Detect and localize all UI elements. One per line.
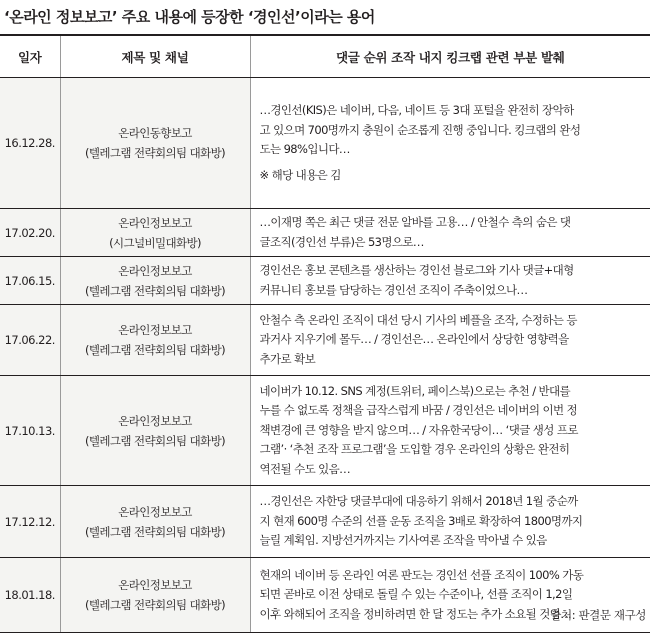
table-row [0,486,650,558]
row-excerpt [250,78,650,209]
table-row [0,257,650,305]
channel-title: 온라인정보보고 [118,578,192,592]
table-row [0,305,650,376]
table-row [0,209,650,257]
excerpt-line: 역전될 수도 있음… [259,461,351,476]
table-row [0,78,650,209]
excerpt-line: 되면 곧바로 이전 상태로 돌릴 수 있는 수준이나, 선플 조직이 1,2일 [259,587,573,602]
figure-title: ‘온라인 정보보고’ 주요 내용에 등장한 ‘경인선’이라는 용어 [4,8,375,26]
excerpt-line: 글조직(경인선 부류)은 53명으로… [259,234,424,249]
row-channel [60,209,250,257]
row-excerpt [250,257,650,305]
source-credit: 출처: 판결문 재구성 [550,608,646,622]
channel-title: 온라인정보보고 [118,413,192,428]
table-header-row [0,36,650,78]
channel-title: 온라인정보보고 [118,263,192,278]
excerpt-line: 책변경에 큰 영향을 받지 않으며… / 자유한국당이… ‘댓글 생성 프로 [259,422,578,437]
excerpt-line: 네이버가 10.12. SNS 계정(트위터, 페이스북)으로는 추천 / 반대를 [259,383,571,398]
channel-title: 온라인정보보고 [118,504,192,519]
row-excerpt [250,305,650,376]
excerpt-line: 그램’· ‘추천 조작 프로그램’을 도입할 경우 온라인의 상황은 완전히 [259,442,570,457]
excerpt-line: 늘릴 계획임. 지방선거까지는 기사여론 조작을 막아낼 수 있음 [259,533,547,548]
row-date: 17.06.15. [0,257,60,305]
table-row [0,376,650,486]
excerpt-line: 경인선은 홍보 콘텐츠를 생산하는 경인선 블로그와 기사 댓글+대형 [259,263,574,277]
row-date: 17.12.12. [0,486,60,558]
excerpt-line: 누를 수 없도록 정책을 급작스럽게 바꿈 / 경인선은 네이버의 이번 정 [259,403,578,418]
excerpt-line: …이재명 쪽은 최근 댓글 전문 알바를 고용… / 안철수 측의 숨은 댓 [259,215,571,229]
channel-room: (텔레그램 전략회의팀 대화방) [85,433,225,448]
excerpt-line: 현재의 네이버 등 온라인 여론 판도는 경인선 선플 조직이 100% 가동 [259,567,584,582]
header-channel: 제목 및 채널 [60,36,250,78]
excerpt-line: 커뮤니티 홍보를 담당하는 경인선 조직이 주축이었으나… [259,282,528,297]
report-table [0,36,650,633]
channel-room: (텔레그램 전략회의팀 대화방) [85,283,225,298]
excerpt-line: 도는 98%입니다… [259,142,350,156]
row-channel [60,558,250,633]
excerpt-line: 고 있으며 700명까지 충원이 순조롭게 진행 중입니다. 킹크랩의 완성 [259,122,581,137]
excerpt-line: 과거사 지우기에 몰두… / 경인선은… 온라인에서 상당한 영향력을 [259,332,569,347]
excerpt-note: ※ 해당 내용은 김 [259,167,341,182]
excerpt-line: …경인선은 자한당 댓글부대에 대응하기 위해서 2018년 1월 중순까 [259,494,578,509]
row-date: 17.10.13. [0,376,60,486]
header-date: 일자 [0,36,60,78]
row-channel [60,257,250,305]
channel-title: 온라인동향보고 [118,126,192,140]
row-date: 18.01.18. [0,558,60,633]
channel-room: (텔레그램 전략회의팀 대화방) [85,524,225,539]
row-excerpt [250,209,650,257]
header-excerpt: 댓글 순위 조작 내지 킹크랩 관련 부분 발췌 [250,36,650,78]
row-channel [60,486,250,558]
row-date: 16.12.28. [0,78,60,209]
row-excerpt [250,486,650,558]
row-channel [60,305,250,376]
channel-room: (텔레그램 전략회의팀 대화방) [85,343,225,357]
excerpt-line: 추가로 확보 [259,351,316,366]
channel-title: 온라인정보보고 [118,215,192,230]
row-date: 17.06.22. [0,305,60,376]
excerpt-line: …경인선(KIS)은 네이버, 다음, 네이트 등 3대 포털을 완전히 장악하 [259,103,574,117]
row-date: 17.02.20. [0,209,60,257]
row-excerpt [250,376,650,486]
row-channel [60,376,250,486]
row-channel [60,78,250,209]
excerpt-line: 지 현재 600명 수준의 선플 운동 조직을 3배로 확장하여 1800명까지 [259,513,583,528]
channel-title: 온라인정보보고 [118,323,192,337]
channel-room: (시그널비밀대화방) [109,235,201,250]
excerpt-line: 이후 와해되어 조직을 정비하려면 한 달 정도는 추가 소요될 것임… [259,606,572,621]
channel-room: (텔레그램 전략회의팀 대화방) [85,598,225,612]
channel-room: (텔레그램 전략회의팀 대화방) [85,146,225,160]
excerpt-line: 안철수 측 온라인 조직이 대선 당시 기사의 베플을 조작, 수정하는 등 [259,312,577,327]
